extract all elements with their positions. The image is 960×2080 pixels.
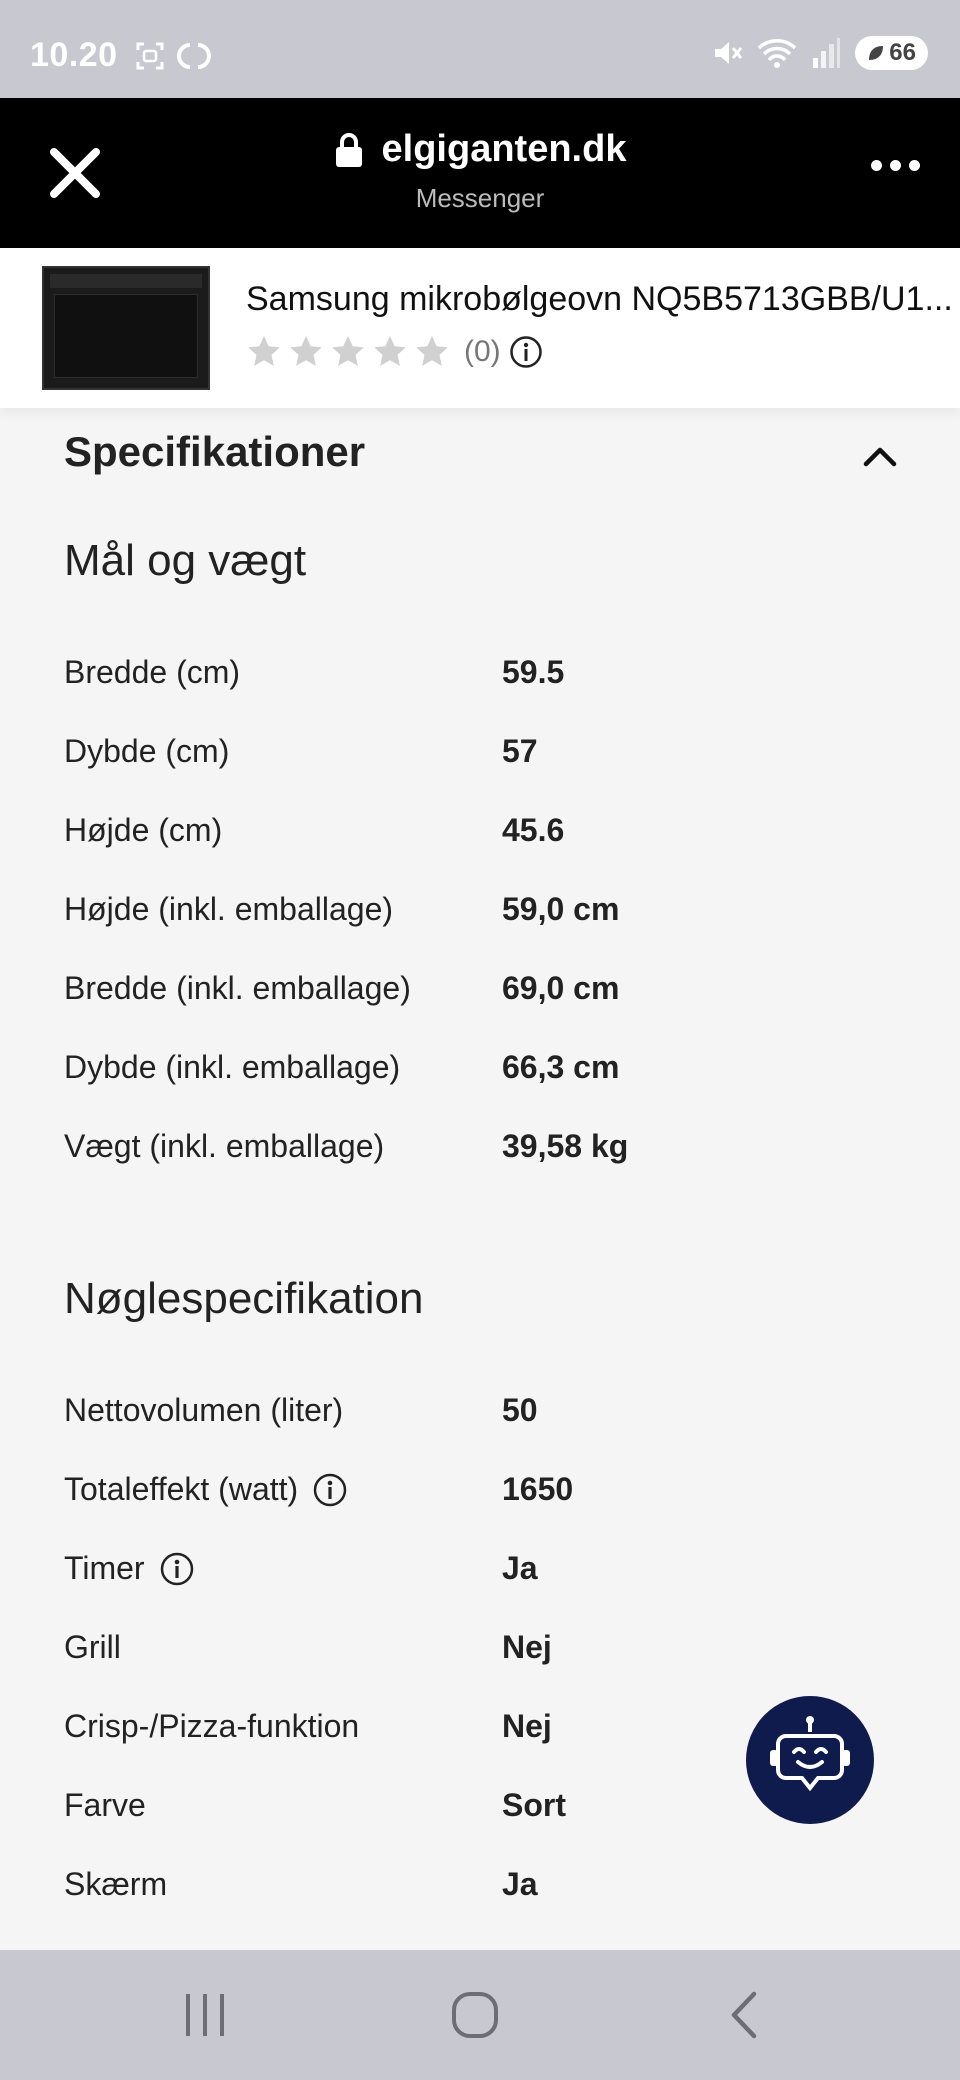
spec-value: Ja [502,1550,538,1586]
status-right-icons [709,36,928,70]
spec-label [64,970,411,1007]
back-icon[interactable] [726,1990,762,2040]
chat-bot-button[interactable] [746,1696,874,1824]
spec-value: 50 [502,1392,538,1428]
recent-apps-icon[interactable] [182,1990,228,2040]
spec-label-text: Dybde (inkl. emballage) [64,1049,401,1085]
mute-icon [709,36,743,70]
product-thumbnail [42,266,210,390]
spec-row [64,1629,904,1689]
system-nav-bar [0,1950,960,2080]
home-icon[interactable] [450,1990,500,2040]
spec-row [64,1049,904,1109]
spec-value: 59.5 [502,654,565,690]
spec-label-text: Bredde (inkl. emballage) [64,970,411,1006]
robot-icon [764,1714,856,1806]
spec-value: 39,58 kg [502,1128,629,1164]
status-time: 10.20 [30,36,118,74]
in-app-browser-bar [0,98,960,248]
spec-label-text: Farve [64,1787,146,1823]
spec-label [64,654,240,691]
star-icon [246,334,282,370]
spec-value: 45.6 [502,812,565,848]
spec-row [64,891,904,951]
star-icon [288,334,324,370]
spec-row [64,654,904,714]
info-icon[interactable] [312,1472,348,1508]
product-title: Samsung mikrobølgeovn NQ5B5713GBB/U1... [246,280,953,318]
rating-info-icon[interactable] [509,335,543,369]
spec-label [64,1708,359,1745]
signal-icon [811,36,841,70]
spec-label [64,733,229,770]
leaf-icon [867,44,885,62]
spec-row [64,1866,904,1926]
browser-source-label: Messenger [415,182,545,213]
spec-label-text: Totaleffekt (watt) [64,1471,299,1507]
spec-label-text: Nettovolumen (liter) [64,1392,344,1428]
star-icon [372,334,408,370]
spec-value: 59,0 cm [502,891,620,927]
section-title: Specifikationer [64,428,366,475]
spec-value: Nej [502,1629,552,1665]
spec-label-text: Højde (inkl. emballage) [64,891,394,927]
spec-row [64,1550,904,1610]
spec-value: 69,0 cm [502,970,620,1006]
battery-level: 66 [889,39,916,66]
spec-label-text: Bredde (cm) [64,654,241,690]
spec-value: 57 [502,733,538,769]
spec-label [64,1787,146,1824]
screenshot-icon [134,40,166,72]
spec-value: Nej [502,1708,552,1744]
spec-value: Ja [502,1866,538,1902]
info-icon[interactable] [159,1551,195,1587]
spec-value: Sort [502,1787,566,1823]
group-title: Mål og vægt [64,536,307,585]
group-title: Nøglespecifikation [64,1274,424,1323]
url-text: elgiganten.dk [381,128,627,170]
spec-label [64,812,222,849]
spec-label [64,1471,348,1508]
more-options-icon[interactable] [871,160,920,171]
spec-row [64,1392,904,1452]
battery-icon [855,36,928,70]
spec-value: 66,3 cm [502,1049,620,1085]
lock-icon [334,132,364,168]
rating-stars [246,334,450,370]
specifications-header[interactable] [64,428,900,488]
spec-label-text: Højde (cm) [64,812,223,848]
spec-value: 1650 [502,1471,574,1507]
spec-label [64,1128,384,1165]
spec-label [64,1550,195,1587]
star-icon [330,334,366,370]
chevron-up-icon[interactable] [860,442,900,472]
spec-label-text: Timer [64,1550,145,1586]
rating-count: (0) [464,335,501,368]
spec-row [64,733,904,793]
status-bar [0,0,960,98]
spec-row [64,1471,904,1531]
spec-label-text: Dybde (cm) [64,733,230,769]
wifi-icon [757,36,797,70]
spec-label [64,1866,167,1903]
product-header[interactable] [0,248,960,408]
spec-label-text: Crisp-/Pizza-funktion [64,1708,360,1744]
spec-row [64,970,904,1030]
status-left-icons [134,40,210,72]
spec-label-text: Grill [64,1629,121,1665]
spec-label [64,1049,400,1086]
spec-label [64,1629,121,1666]
spec-row [64,812,904,872]
spec-label-text: Vægt (inkl. emballage) [64,1128,385,1164]
spec-label [64,1392,343,1429]
star-icon [414,334,450,370]
spec-row [64,1128,904,1188]
sync-icon [178,40,210,72]
spec-label-text: Skærm [64,1866,168,1902]
url-area[interactable] [0,128,960,214]
product-rating[interactable] [246,334,543,370]
spec-label [64,891,393,928]
